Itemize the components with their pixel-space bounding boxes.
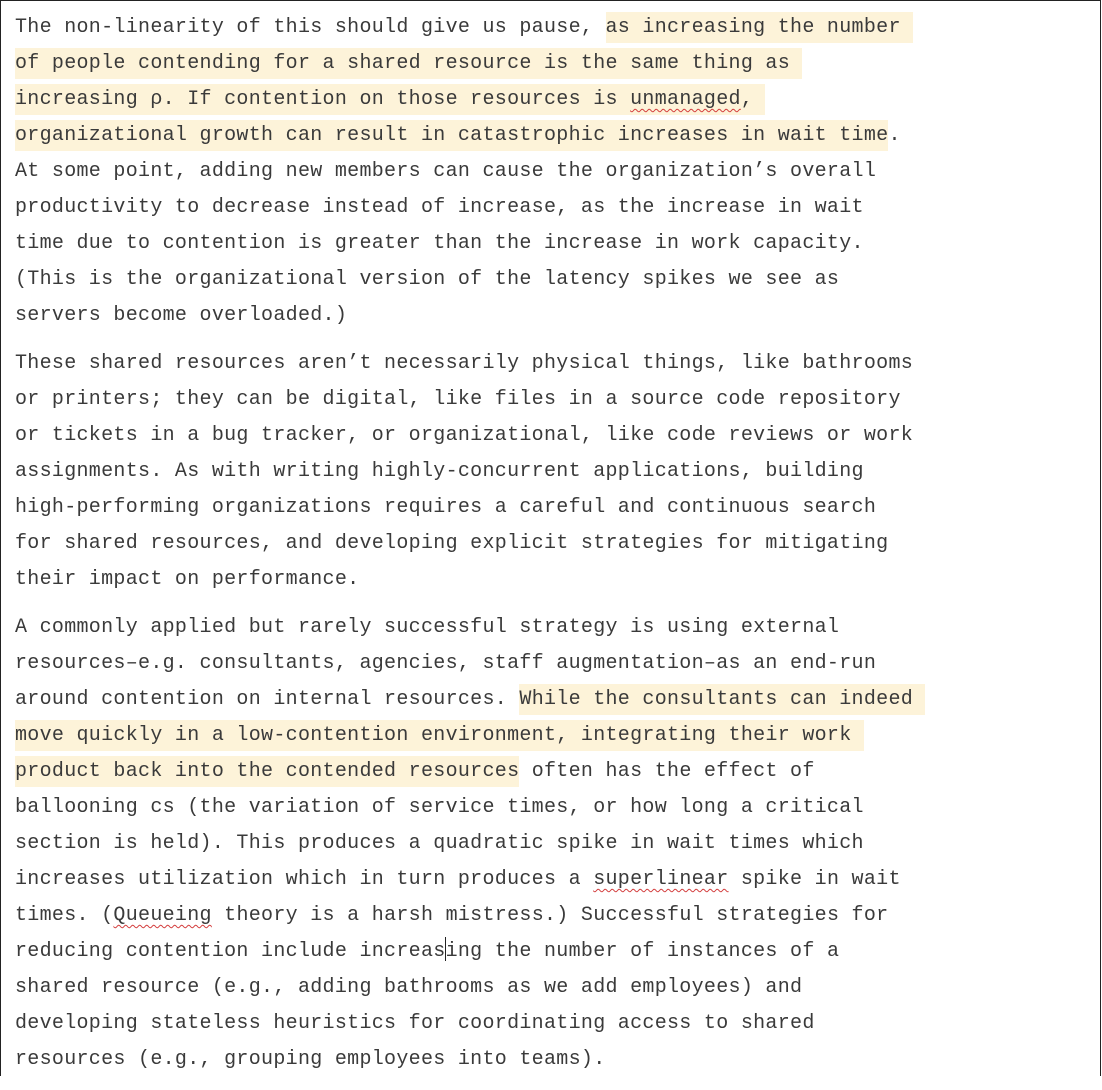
text-segment: resources (e.g., grouping employees into teams). <box>15 1048 606 1071</box>
text-line <box>15 682 1097 718</box>
paragraph <box>15 610 1097 1078</box>
text-line <box>15 826 1097 862</box>
text-segment: reducing contention include increas <box>15 940 446 963</box>
text-segment: ing the number of instances of a <box>445 940 840 963</box>
text-segment: shared resource (e.g., adding bathrooms as we add employees) and <box>15 976 803 999</box>
text-segment: assignments. As with writing highly-concurrent applications, building <box>15 460 864 483</box>
text-segment: for shared resources, and developing explicit strategies for mitigating <box>15 532 889 555</box>
text-line <box>15 262 1097 298</box>
text-segment: their impact on performance. <box>15 568 360 591</box>
text-segment: or tickets in a bug tracker, or organizational, like code reviews or work <box>15 424 914 447</box>
text-segment: high-performing organizations requires a careful and continuous search <box>15 496 877 519</box>
highlighted-text: as increasing the number <box>606 12 914 43</box>
text-segment: increases utilization which in turn produces a <box>15 868 594 891</box>
highlighted-text: product back into the contended resources <box>15 756 519 787</box>
text-segment: ballooning cs (the variation of service times, or how long a critical <box>15 796 864 819</box>
text-line <box>15 382 1097 418</box>
text-segment: section is held). This produces a quadratic spike in wait times which <box>15 832 864 855</box>
text-segment: often has the effect of <box>519 760 815 783</box>
misspelled-word[interactable]: superlinear <box>593 868 729 891</box>
text-line <box>15 46 1097 82</box>
text-segment: developing stateless heuristics for coordinating access to shared <box>15 1012 815 1035</box>
text-segment: spike in wait <box>728 868 901 891</box>
text-line <box>15 1006 1097 1042</box>
text-line <box>15 754 1097 790</box>
highlighted-text: increasing ρ. If contention on those resources is <box>15 84 630 115</box>
highlighted-text: move quickly in a low-contention environment, integrating their work <box>15 720 864 751</box>
text-line <box>15 718 1097 754</box>
text-segment: productivity to decrease instead of increase, as the increase in wait <box>15 196 864 219</box>
text-line <box>15 226 1097 262</box>
text-line <box>15 1042 1097 1078</box>
highlighted-text: of people contending for a shared resource is the same thing as <box>15 48 802 79</box>
text-line <box>15 562 1097 598</box>
text-segment: servers become overloaded.) <box>15 304 348 327</box>
text-segment: times. ( <box>15 904 114 927</box>
text-line <box>15 346 1097 382</box>
text-line <box>15 970 1097 1006</box>
text-line <box>15 490 1097 526</box>
text-line <box>15 526 1097 562</box>
text-line <box>15 646 1097 682</box>
text-line <box>15 190 1097 226</box>
text-line <box>15 934 1097 970</box>
text-editor[interactable] <box>15 10 1097 1090</box>
text-segment: around contention on internal resources. <box>15 688 520 711</box>
text-line <box>15 154 1097 190</box>
text-segment: A commonly applied but rarely successful strategy is using external <box>15 616 840 639</box>
text-line <box>15 790 1097 826</box>
text-segment: resources–e.g. consultants, agencies, staff augmentation–as an end-run <box>15 652 877 675</box>
misspelled-word[interactable]: unmanaged <box>630 84 741 115</box>
highlighted-text: , <box>741 84 766 115</box>
text-line <box>15 298 1097 334</box>
text-line <box>15 898 1097 934</box>
text-line <box>15 454 1097 490</box>
text-line <box>15 10 1097 46</box>
misspelled-word[interactable]: Queueing <box>113 904 212 927</box>
text-line <box>15 418 1097 454</box>
text-line <box>15 82 1097 118</box>
text-segment: . <box>888 124 901 147</box>
highlighted-text: While the consultants can indeed <box>519 684 925 715</box>
text-segment: These shared resources aren’t necessarily physical things, like bathrooms <box>15 352 914 375</box>
text-segment: or printers; they can be digital, like files in a source code repository <box>15 388 901 411</box>
highlighted-text: organizational growth can result in catastrophic increases in wait time <box>15 120 888 151</box>
text-line <box>15 610 1097 646</box>
text-segment: The non-linearity of this should give us pause, <box>15 16 606 39</box>
text-segment: time due to contention is greater than the increase in work capacity. <box>15 232 864 255</box>
text-line <box>15 118 1097 154</box>
text-line <box>15 862 1097 898</box>
text-segment: (This is the organizational version of the latency spikes we see as <box>15 268 840 291</box>
text-segment: theory is a harsh mistress.) Successful strategies for <box>211 904 889 927</box>
paragraph <box>15 10 1097 334</box>
text-segment: At some point, adding new members can cause the organization’s overall <box>15 160 877 183</box>
paragraph <box>15 346 1097 598</box>
